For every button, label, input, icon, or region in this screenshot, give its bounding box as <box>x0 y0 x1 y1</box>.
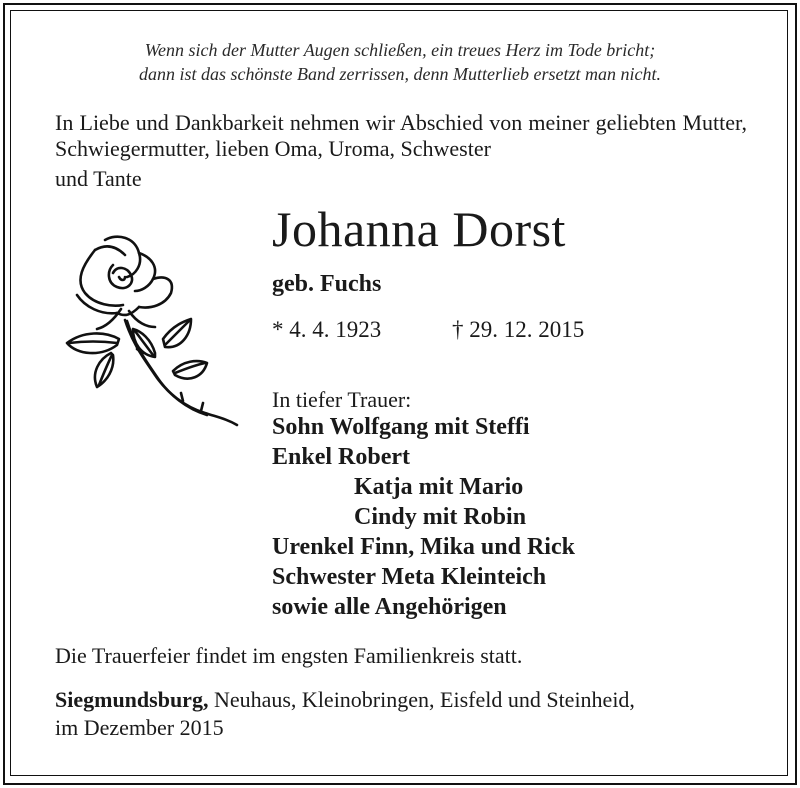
ceremony-note: Die Trauerfeier findet im engsten Familienkreis statt. <box>55 643 523 668</box>
mourner-line: Sohn Wolfgang mit Steffi <box>272 414 530 440</box>
mourner-line: Schwester Meta Kleinteich <box>272 564 547 590</box>
mourners-label: In tiefer Trauer: <box>272 387 412 412</box>
poem-line-1: Wenn sich der Mutter Augen schließen, ein treues Herz im Tode bricht; <box>144 40 656 60</box>
notice-date: im Dezember 2015 <box>55 715 224 740</box>
rose-icon <box>55 235 250 435</box>
mourner-line: Katja mit Mario <box>354 474 524 500</box>
intro-text: In Liebe und Dankbarkeit nehmen wir Abschied von meiner geliebten Mutter, Schwiegermutter, lieben Oma, Uroma, Schwester <box>55 110 747 161</box>
mourner-line: sowie alle Angehörigen <box>272 594 507 620</box>
birth-date: * 4. 4. 1923 <box>272 317 382 342</box>
birth-name: geb. Fuchs <box>272 271 382 297</box>
places-list: Neuhaus, Kleinobringen, Eisfeld und Steinheid, <box>208 687 635 712</box>
intro-text-end: und Tante <box>55 166 142 191</box>
death-date: † 29. 12. 2015 <box>452 317 585 342</box>
mourner-line: Enkel Robert <box>272 444 410 470</box>
mourner-line: Cindy mit Robin <box>354 504 527 530</box>
mourner-line: Urenkel Finn, Mika und Rick <box>272 534 575 560</box>
place-main: Siegmundsburg, <box>55 687 209 712</box>
poem-line-2: dann ist das schönste Band zerrissen, denn Mutterlieb ersetzt man nicht. <box>139 64 661 84</box>
places-block <box>55 686 755 742</box>
deceased-name: Johanna Dorst <box>272 201 566 257</box>
